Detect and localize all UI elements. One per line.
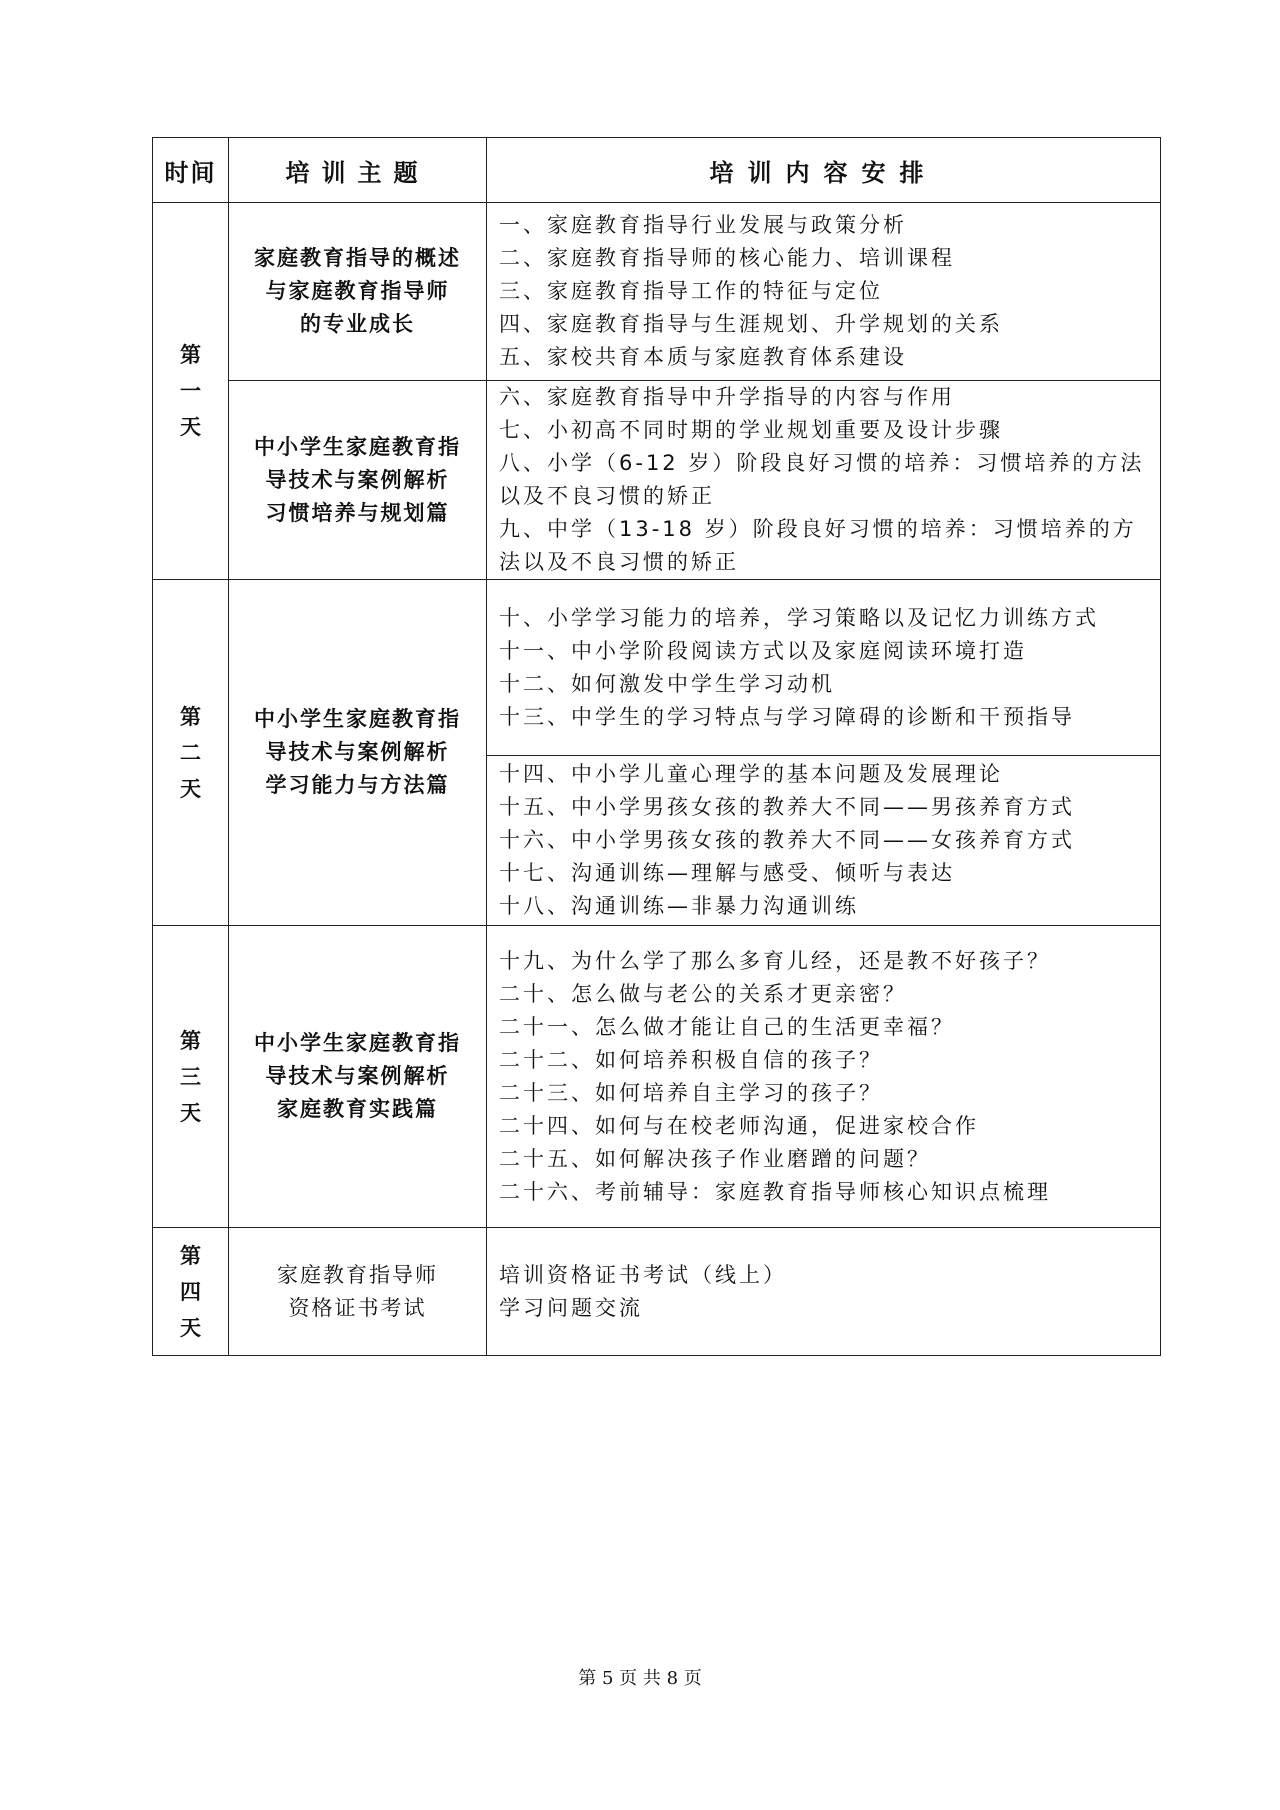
content-item: 六、家庭教育指导中升学指导的内容与作用 xyxy=(499,385,955,409)
content-item: 八、小学（6-12 岁）阶段良好习惯的培养：习惯培养的方法以及不良习惯的矫正 xyxy=(499,451,1145,508)
content-cell xyxy=(487,926,1161,1228)
content-item: 四、家庭教育指导与生涯规划、升学规划的关系 xyxy=(499,312,1003,336)
topic-cell: 家庭教育指导的概述 与家庭教育指导师 的专业成长 xyxy=(229,203,487,381)
content-item: 五、家校共育本质与家庭教育体系建设 xyxy=(499,345,907,369)
day-label-1: 第 一 天 xyxy=(153,203,229,580)
content-cell xyxy=(487,1228,1161,1356)
content-item: 十一、中小学阶段阅读方式以及家庭阅读环境打造 xyxy=(499,638,1027,663)
content-item: 十二、如何激发中学生学习动机 xyxy=(499,671,835,696)
content-item: 二十三、如何培养自主学习的孩子？ xyxy=(499,1080,883,1105)
content-item: 九、中学（13-18 岁）阶段良好习惯的培养：习惯培养的方法以及不良习惯的矫正 xyxy=(499,517,1137,574)
content-item: 培训资格证书考试（线上） xyxy=(499,1262,787,1287)
content-item: 二十一、怎么做才能让自己的生活更幸福？ xyxy=(499,1014,955,1039)
day-label-4: 第 四 天 xyxy=(153,1228,229,1356)
table-row xyxy=(153,1228,1161,1356)
content-item: 学习问题交流 xyxy=(499,1295,643,1320)
content-item: 二十五、如何解决孩子作业磨蹭的问题？ xyxy=(499,1146,931,1171)
table-header-row xyxy=(153,138,1161,203)
topic-cell: 中小学生家庭教育指 导技术与案例解析 学习能力与方法篇 xyxy=(229,580,487,926)
content-cell xyxy=(487,203,1161,381)
content-item: 十三、中学生的学习特点与学习障碍的诊断和干预指导 xyxy=(499,704,1075,729)
content-cell xyxy=(487,580,1161,756)
content-item: 十七、沟通训练—理解与感受、倾听与表达 xyxy=(499,861,955,885)
content-item: 十四、中小学儿童心理学的基本问题及发展理论 xyxy=(499,762,1003,786)
content-item: 一、家庭教育指导行业发展与政策分析 xyxy=(499,213,907,237)
table-row xyxy=(153,381,1161,580)
table-row xyxy=(153,926,1161,1228)
content-item: 十、小学学习能力的培养，学习策略以及记忆力训练方式 xyxy=(499,605,1099,630)
content-item: 二十六、考前辅导：家庭教育指导师核心知识点梳理 xyxy=(499,1179,1051,1204)
content-cell xyxy=(487,756,1161,926)
content-item: 三、家庭教育指导工作的特征与定位 xyxy=(499,279,883,303)
content-item: 二、家庭教育指导师的核心能力、培训课程 xyxy=(499,246,955,270)
topic-cell: 中小学生家庭教育指 导技术与案例解析 习惯培养与规划篇 xyxy=(229,381,487,580)
day-label-3: 第 三 天 xyxy=(153,926,229,1228)
content-item: 七、小初高不同时期的学业规划重要及设计步骤 xyxy=(499,418,1003,442)
content-item: 二十、怎么做与老公的关系才更亲密？ xyxy=(499,981,907,1006)
content-item: 十八、沟通训练—非暴力沟通训练 xyxy=(499,894,859,918)
header-content: 培训内容安排 xyxy=(487,138,1161,203)
topic-cell: 家庭教育指导师 资格证书考试 xyxy=(229,1228,487,1356)
header-time: 时间 xyxy=(153,138,229,203)
table-row xyxy=(153,203,1161,381)
training-schedule-table xyxy=(152,137,1161,1356)
content-item: 二十二、如何培养积极自信的孩子？ xyxy=(499,1047,883,1072)
content-item: 二十四、如何与在校老师沟通，促进家校合作 xyxy=(499,1113,979,1138)
content-item: 十五、中小学男孩女孩的教养大不同——男孩养育方式 xyxy=(499,795,1075,819)
day-label-2: 第 二 天 xyxy=(153,580,229,926)
content-item: 十九、为什么学了那么多育儿经，还是教不好孩子？ xyxy=(499,948,1051,973)
header-topic: 培训主题 xyxy=(229,138,487,203)
content-item: 十六、中小学男孩女孩的教养大不同——女孩养育方式 xyxy=(499,828,1075,852)
topic-cell: 中小学生家庭教育指 导技术与案例解析 家庭教育实践篇 xyxy=(229,926,487,1228)
table-row xyxy=(153,580,1161,756)
page-number: 第 5 页 共 8 页 xyxy=(578,1668,702,1689)
content-cell xyxy=(487,381,1161,580)
